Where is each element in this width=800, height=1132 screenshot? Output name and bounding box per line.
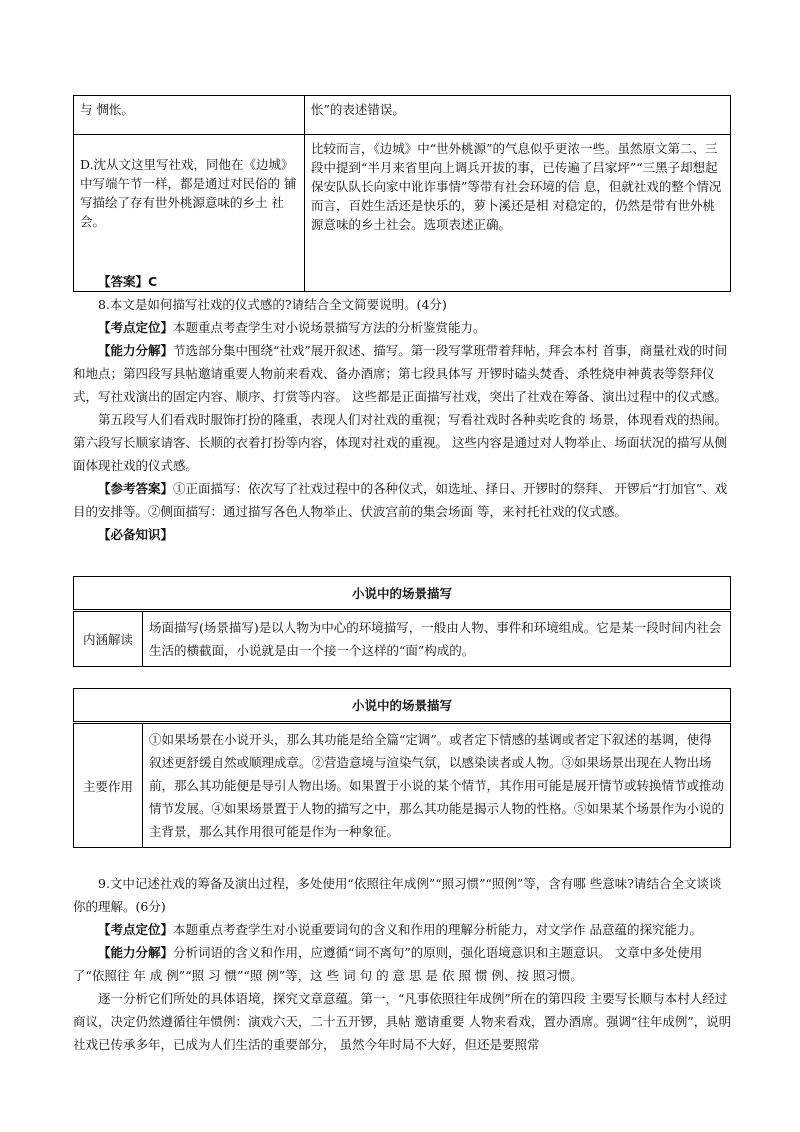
q9-kaodian	[73, 918, 733, 941]
q8-cankao	[73, 477, 733, 523]
answer-label: 【答案】	[98, 274, 149, 289]
knowledge-table-2	[73, 688, 731, 848]
table-cell: 怅”的表述错误。	[305, 96, 731, 135]
bibei-line	[73, 523, 733, 546]
answer-value: C	[148, 274, 158, 289]
kaodian-label: 【考点定位】	[98, 922, 174, 937]
kaodian-text: 本题重点考查学生对小说重要词句的含义和作用的理解分析能力，对文学作 品意蕴的探究能力。	[173, 922, 702, 937]
table-row	[74, 135, 731, 292]
fenjie-text: 分析词语的含义和作用，应遵循“词不离句”的原则，强化语境意识和主题意识。 文章中多处使用了“依照往 年 成 例”“照 习 惯”“照 例”等，这 些 词 句 的 意 思 是 依 照 惯 例、按 照习惯。	[73, 945, 703, 983]
table-cell: 比较而言，《边城》中“世外桃源”的气息似乎更浓一些。虽然原文第二、三段中提到“半月来省里向上调兵开拔的事，已传遍了吕家坪”“三黑子却想起保安队队长向家中讹诈事情”等带有社会环境的信 息，但就社戏的整个情况而言，百姓生活还是快乐的，萝卜溪还是相 对稳定的，仍然是带有世外桃源意味的乡土社会。选项表述正确。	[305, 135, 731, 292]
row-label: 内涵解读	[74, 611, 143, 667]
table-row	[74, 723, 731, 848]
comparison-table	[73, 95, 731, 292]
fenjie-label: 【能力分解】	[98, 945, 174, 960]
fenjie-text: 节选部分集中围绕“社戏”展开叙述、描写。第一段写掌班带着拜帖，拜会本村 首事，商量社戏的时间和地点；第四段写具帖邀请重要人物前来看戏、备办酒席；第七段具体写 开锣时磕头焚香、杀牲烧申神黄表等祭拜仪式，写社戏演出的固定内容、顺序、打赏等内容。 这些都是正面描写社戏，突出了社戏在筹备、演出过程中的仪式感。	[73, 343, 728, 404]
table-row	[74, 689, 731, 723]
table-title: 小说中的场景描写	[74, 689, 731, 723]
answer-line	[73, 270, 733, 293]
q9-fenjie-2: 逐一分析它们所处的具体语境，探究文章意蕴。第一，“凡事依照往年成例”所在的第四段 主要写长顺与本村人经过商议，决定仍然遵循往年惯例：演戏六天，二十五开锣，具帖 邀请重要 人物来看戏，置办酒席。强调“往年成例”，说明社戏已传承多年，已成为人们生活的重要部分， 虽然今年时局不大好，但还是要照常	[73, 991, 732, 1052]
table-cell: 与 惆怅。	[74, 96, 305, 135]
table-row	[74, 96, 731, 135]
answer-section	[73, 270, 733, 546]
row-text: ①如果场景在小说开头，那么其功能是给全篇“定调”。或者定下情感的基调或者定下叙述的基调，使得叙述更舒缓自然或顺理成章。②营造意境与渲染气氛，以感染读者或人物。③如果场景出现在人物出场前，那么其功能便是导引人物出场。如果置于小说的某个情节，其作用可能是展开情节或转换情节或推动情节发展。④如果场景置于人物的描写之中，那么其功能是揭示人物的性格。⑤如果某个场景作为小说的主背景，那么其作用很可能是作为一种象征。	[143, 723, 731, 848]
question-9: 9.文中记述社戏的筹备及演出过程，多处使用“依照往年成例”“照习惯”“照例”等，含有哪 些意味?请结合全文谈谈你的理解。(6分)	[73, 876, 722, 914]
row-text: 场面描写(场景描写)是以人物为中心的环境描写，一般由人物、事件和环境组成。它是某一段时间内社会生活的横截面，小说就是由一个接一个这样的“面”构成的。	[143, 611, 731, 667]
q8-fenjie	[73, 339, 733, 408]
row-label: 主要作用	[74, 723, 143, 848]
kaodian-text: 本题重点考查学生对小说场景描写方法的分析鉴赏能力。	[173, 320, 486, 335]
table-cell: D.沈从文这里写社戏，同他在《边城》 中写端午节一样，都是通过对民俗的 铺写描绘了存有世外桃源意味的乡土 社会。	[74, 135, 305, 292]
question-9-section	[73, 872, 733, 1056]
fenjie-label: 【能力分解】	[98, 343, 174, 358]
q9-fenjie	[73, 941, 733, 987]
table-title: 小说中的场景描写	[74, 577, 731, 611]
q8-fenjie-2: 第五段写人们看戏时服饰打扮的隆重，表现人们对社戏的重视；写看社戏时各种卖吃食的 场景，体现看戏的热闹。第六段写长顺家请客、长顺的衣着打扮等内容，体现对社戏的重视。 这些内容是通过对人物举止、场面状况的描写从侧面体现社戏的仪式感。	[73, 412, 727, 473]
bibei-label: 【必备知识】	[98, 527, 174, 542]
cankao-text: ①正面描写：依次写了社戏过程中的各种仪式，如选址、择日、开锣时的祭拜、 开锣后“打加官”、戏目的安排等。②侧面描写：通过描写各色人物举止、伏波宫前的集会场面 等，来衬托社戏的仪式感。	[73, 481, 728, 519]
knowledge-table-1	[73, 576, 731, 667]
table-row	[74, 577, 731, 611]
question-8: 8.本文是如何描写社戏的仪式感的?请结合全文简要说明。(4分)	[98, 297, 447, 312]
table-row	[74, 611, 731, 667]
q8-kaodian	[73, 316, 733, 339]
kaodian-label: 【考点定位】	[98, 320, 174, 335]
cankao-label: 【参考答案】	[98, 481, 174, 496]
